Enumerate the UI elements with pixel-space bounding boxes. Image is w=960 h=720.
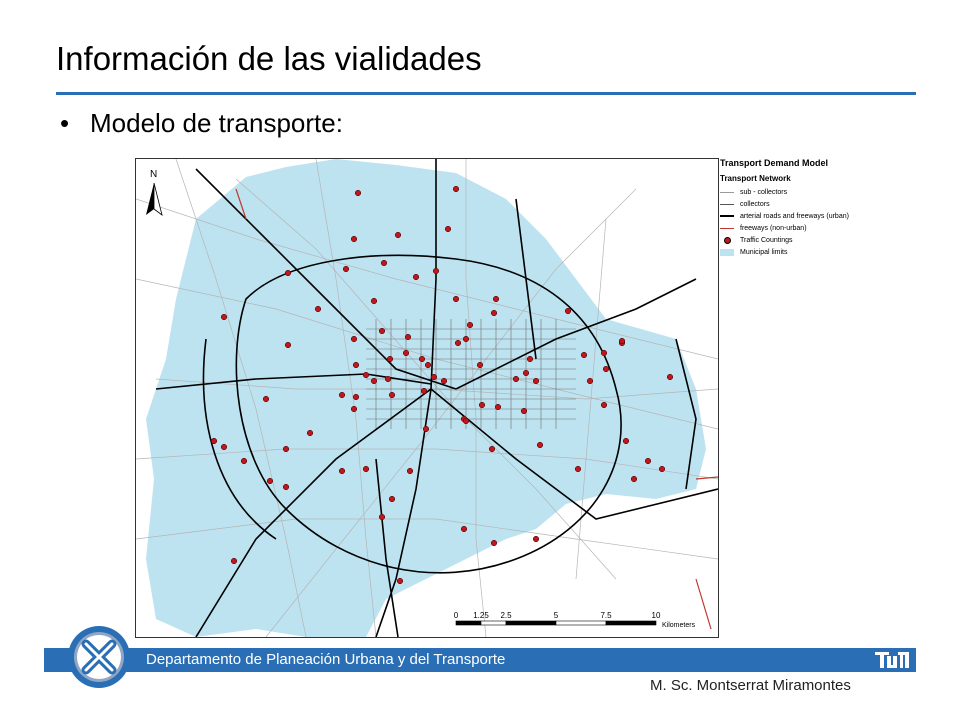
traffic-counting-point xyxy=(285,270,291,276)
traffic-counting-point xyxy=(601,402,607,408)
traffic-counting-point xyxy=(339,392,345,398)
north-arrow xyxy=(146,169,162,215)
traffic-counting-point xyxy=(453,296,459,302)
traffic-counting-point xyxy=(419,356,425,362)
traffic-counting-point xyxy=(533,378,539,384)
traffic-counting-point xyxy=(479,402,485,408)
traffic-counting-point xyxy=(421,388,427,394)
traffic-counting-point xyxy=(221,444,227,450)
traffic-counting-point xyxy=(351,406,357,412)
legend-symbol xyxy=(720,224,734,232)
traffic-counting-point xyxy=(363,372,369,378)
traffic-counting-point xyxy=(523,370,529,376)
legend-items xyxy=(720,186,910,258)
traffic-counting-point xyxy=(407,468,413,474)
traffic-counting-point xyxy=(379,514,385,520)
traffic-counting-point xyxy=(495,404,501,410)
legend-symbol xyxy=(720,248,734,256)
traffic-counting-point xyxy=(587,378,593,384)
traffic-counting-point xyxy=(441,378,447,384)
traffic-counting-point xyxy=(241,458,247,464)
traffic-counting-point xyxy=(533,536,539,542)
traffic-counting-point xyxy=(601,350,607,356)
traffic-counting-point xyxy=(263,396,269,402)
bullet-dot: • xyxy=(60,108,70,138)
traffic-counting-point xyxy=(425,362,431,368)
traffic-counting-point xyxy=(353,362,359,368)
traffic-counting-point xyxy=(455,340,461,346)
legend-item xyxy=(720,198,910,210)
north-label: N xyxy=(150,169,158,180)
traffic-counting-point xyxy=(423,426,429,432)
traffic-counting-point xyxy=(659,466,665,472)
legend-item xyxy=(720,222,910,234)
legend-label: Municipal limits xyxy=(740,248,788,256)
legend-item xyxy=(720,186,910,198)
traffic-counting-point xyxy=(395,232,401,238)
traffic-counting-point xyxy=(283,484,289,490)
traffic-counting-point xyxy=(379,328,385,334)
traffic-counting-point xyxy=(463,336,469,342)
legend-title: Transport Demand Model xyxy=(720,158,829,168)
traffic-counting-point xyxy=(493,296,499,302)
traffic-counting-point xyxy=(267,478,273,484)
scale-segment xyxy=(506,621,556,625)
traffic-counting-point xyxy=(371,378,377,384)
scale-tick-label: 2.5 xyxy=(500,611,512,620)
traffic-counting-point xyxy=(285,342,291,348)
title-underline xyxy=(56,92,916,95)
map-canvas xyxy=(136,159,718,637)
traffic-counting-point xyxy=(307,430,313,436)
legend-label: arterial roads and freeways (urban) xyxy=(740,212,849,220)
traffic-counting-point xyxy=(211,438,217,444)
traffic-counting-point xyxy=(491,540,497,546)
traffic-counting-point xyxy=(513,376,519,382)
scale-tick-label: 5 xyxy=(553,611,559,620)
scale-tick-label: 1.25 xyxy=(473,611,489,620)
legend-item xyxy=(720,210,910,222)
scale-segment xyxy=(606,621,656,625)
scale-tick-label: 10 xyxy=(651,611,661,620)
legend-symbol xyxy=(720,236,734,244)
traffic-counting-point xyxy=(397,578,403,584)
traffic-counting-point xyxy=(467,322,473,328)
legend-symbol xyxy=(720,188,734,196)
legend-symbol xyxy=(720,200,734,208)
traffic-counting-point xyxy=(453,186,459,192)
author-name: M. Sc. Montserrat Miramontes xyxy=(650,677,851,694)
tum-logo-icon xyxy=(873,650,911,670)
traffic-counting-point xyxy=(283,446,289,452)
department-logo-icon xyxy=(66,624,132,690)
bullet-text: Modelo de transporte: xyxy=(90,108,343,138)
legend-label: collectors xyxy=(740,200,770,208)
traffic-counting-point xyxy=(575,466,581,472)
bullet-item xyxy=(60,108,343,139)
traffic-counting-point xyxy=(565,308,571,314)
traffic-counting-point xyxy=(445,226,451,232)
legend-item xyxy=(720,246,910,258)
traffic-counting-point xyxy=(623,438,629,444)
legend-subtitle: Transport Network xyxy=(720,174,791,183)
traffic-counting-point xyxy=(413,274,419,280)
scale-segment xyxy=(481,621,506,625)
scale-segment xyxy=(456,621,481,625)
legend-label: sub - collectors xyxy=(740,188,788,196)
traffic-counting-point xyxy=(353,394,359,400)
map-legend xyxy=(720,158,910,258)
traffic-counting-point xyxy=(381,260,387,266)
traffic-counting-point xyxy=(537,442,543,448)
scale-tick-label: 0 xyxy=(453,611,459,620)
transport-map xyxy=(135,158,719,638)
traffic-counting-point xyxy=(231,558,237,564)
traffic-counting-point xyxy=(527,356,533,362)
traffic-counting-point xyxy=(221,314,227,320)
traffic-counting-point xyxy=(363,466,369,472)
traffic-counting-point xyxy=(355,190,361,196)
traffic-counting-point xyxy=(387,356,393,362)
traffic-counting-point xyxy=(489,446,495,452)
traffic-counting-point xyxy=(389,392,395,398)
legend-label: freeways (non-urban) xyxy=(740,224,807,232)
traffic-counting-point xyxy=(667,374,673,380)
traffic-counting-point xyxy=(477,362,483,368)
traffic-counting-point xyxy=(581,352,587,358)
traffic-counting-point xyxy=(315,306,321,312)
traffic-counting-point xyxy=(351,236,357,242)
scale-tick-label: 7.5 xyxy=(600,611,612,620)
traffic-counting-point xyxy=(603,366,609,372)
footer-department: Departamento de Planeación Urbana y del Transporte xyxy=(146,651,506,668)
traffic-counting-point xyxy=(385,376,391,382)
traffic-counting-point xyxy=(343,266,349,272)
traffic-counting-point xyxy=(431,374,437,380)
traffic-counting-point xyxy=(631,476,637,482)
slide-title: Información de las vialidades xyxy=(56,40,482,77)
traffic-counting-point xyxy=(491,310,497,316)
traffic-counting-point xyxy=(371,298,377,304)
legend-label: Traffic Countings xyxy=(740,236,793,244)
legend-item xyxy=(720,234,910,246)
legend-symbol xyxy=(720,212,734,220)
traffic-counting-point xyxy=(405,334,411,340)
traffic-counting-point xyxy=(645,458,651,464)
traffic-counting-point xyxy=(351,336,357,342)
scale-unit-label: Kilometers xyxy=(662,622,696,629)
traffic-counting-point xyxy=(463,418,469,424)
traffic-counting-point xyxy=(521,408,527,414)
traffic-counting-point xyxy=(619,338,625,344)
traffic-counting-point xyxy=(461,526,467,532)
scale-bar xyxy=(454,611,696,629)
traffic-counting-point xyxy=(433,268,439,274)
traffic-counting-point xyxy=(403,350,409,356)
scale-segment xyxy=(556,621,606,625)
traffic-counting-point xyxy=(389,496,395,502)
traffic-counting-point xyxy=(339,468,345,474)
